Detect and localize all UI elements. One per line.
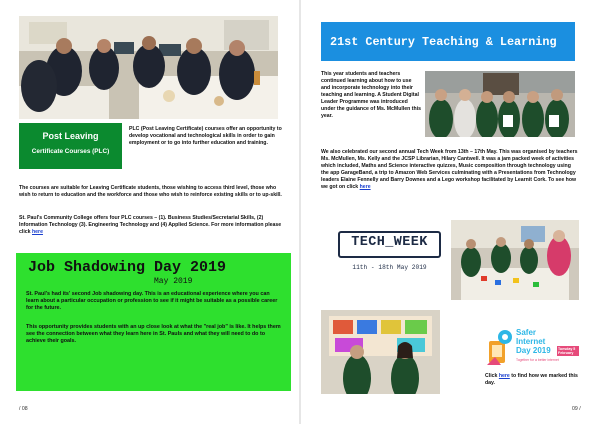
safer-internet-line1: Safer xyxy=(516,328,537,337)
job-shadowing-para2: This opportunity provides students with an up close look at what the "real job" is like. It helps them see the connection between what they learn here in St. Pauls and what they will need to do to achieve their goals. xyxy=(26,324,281,345)
left-page xyxy=(0,0,299,424)
tech-week-body: We also celebrated our second annual Tech Week from 13th – 17th May. This was organised by teachers Ms. McMullen, Ms. Kelly and the JCSP Librarian, Hilary Cantwell. It was a jam packed week of activities which included, Maths and Science interactive quizzes, Music composition through technology using the app GarageBand, a trip to Amazon Web Services culminating with a Presentations from Technology leaders Elaine Fennelly and Barry Downes and a Lego workshop facilitated by Learnit Cork. To see how we got on click xyxy=(321,149,578,190)
students-display-photo xyxy=(321,310,440,394)
tech-week-text xyxy=(321,149,579,191)
safer-internet-day-logo xyxy=(485,327,580,369)
safer-internet-line3: Day 2019 xyxy=(516,346,551,355)
job-shadowing-para1: St. Paul's had its' second Job shadowing day. This is an educational experience where you can learn about a particular occupation or profession to see if it might be suitable as a possible career for the future. xyxy=(26,291,278,312)
safer-internet-rest: to find how we marked this day. xyxy=(485,373,578,386)
right-page-number: 09 / xyxy=(572,406,581,412)
plc-courses-body: St. Paul's Community College offers four PLC courses – (1). Business Studies/Secretarial Skills, (2) Information Technology (3). Engineering Technology and (4) Applied Science. For more information please click xyxy=(19,215,282,235)
teaching-banner xyxy=(321,22,575,61)
tech-week-logo-text: TECH_WEEK xyxy=(351,235,428,250)
job-shadowing-date: May 2019 xyxy=(154,277,193,286)
plc-courses-text xyxy=(19,215,283,236)
safer-internet-line2: Internet xyxy=(516,337,546,346)
safer-internet-here-link[interactable]: here xyxy=(498,373,510,379)
tech-week-here-link[interactable]: here xyxy=(359,184,371,190)
tech-week-dates: 11th - 18th May 2019 xyxy=(352,264,427,271)
plc-suitability-text: The courses are suitable for Leaving Certificate students, those wishing to access third level, those who wish to return to education and the workforce and those who wish to reinforce existing skills or to up-skill. xyxy=(19,185,282,198)
post-leaving-title: Post Leaving xyxy=(42,131,99,141)
tech-week-logo xyxy=(338,231,441,276)
post-leaving-heading-box xyxy=(19,123,122,169)
lego-workshop-photo xyxy=(451,220,579,300)
left-page-number: / 08 xyxy=(19,406,28,412)
job-shadowing-panel xyxy=(16,253,291,391)
safer-internet-figure-icon xyxy=(485,327,515,369)
safer-internet-text xyxy=(485,373,581,387)
digital-leaders-photo xyxy=(425,71,575,137)
plc-intro-text: PLC (Post Leaving Certificate) courses offer an opportunity to develop vocational and technological skills in order to gain employment or to go into further education and training. xyxy=(129,126,282,146)
classroom-photo xyxy=(19,16,278,119)
right-page xyxy=(301,0,600,424)
job-shadowing-title: Job Shadowing Day 2019 xyxy=(28,259,227,276)
post-leaving-subtitle: Certificate Courses (PLC) xyxy=(31,148,110,155)
safer-internet-click: Click xyxy=(485,373,498,379)
safer-internet-tagline: Together for a better internet xyxy=(516,358,559,362)
plc-here-link[interactable]: here xyxy=(32,229,43,235)
safer-internet-date-badge: Tuesday 5 February xyxy=(557,346,579,356)
teaching-banner-title: 21st Century Teaching & Learning xyxy=(330,35,557,49)
digital-leader-text: This year students and teachers continued learning about how to use and incorporate technology into their teaching and learning. A Student Digital Leader Programme was introduced under the guidance of Ms. McMullen this year. xyxy=(321,71,422,119)
